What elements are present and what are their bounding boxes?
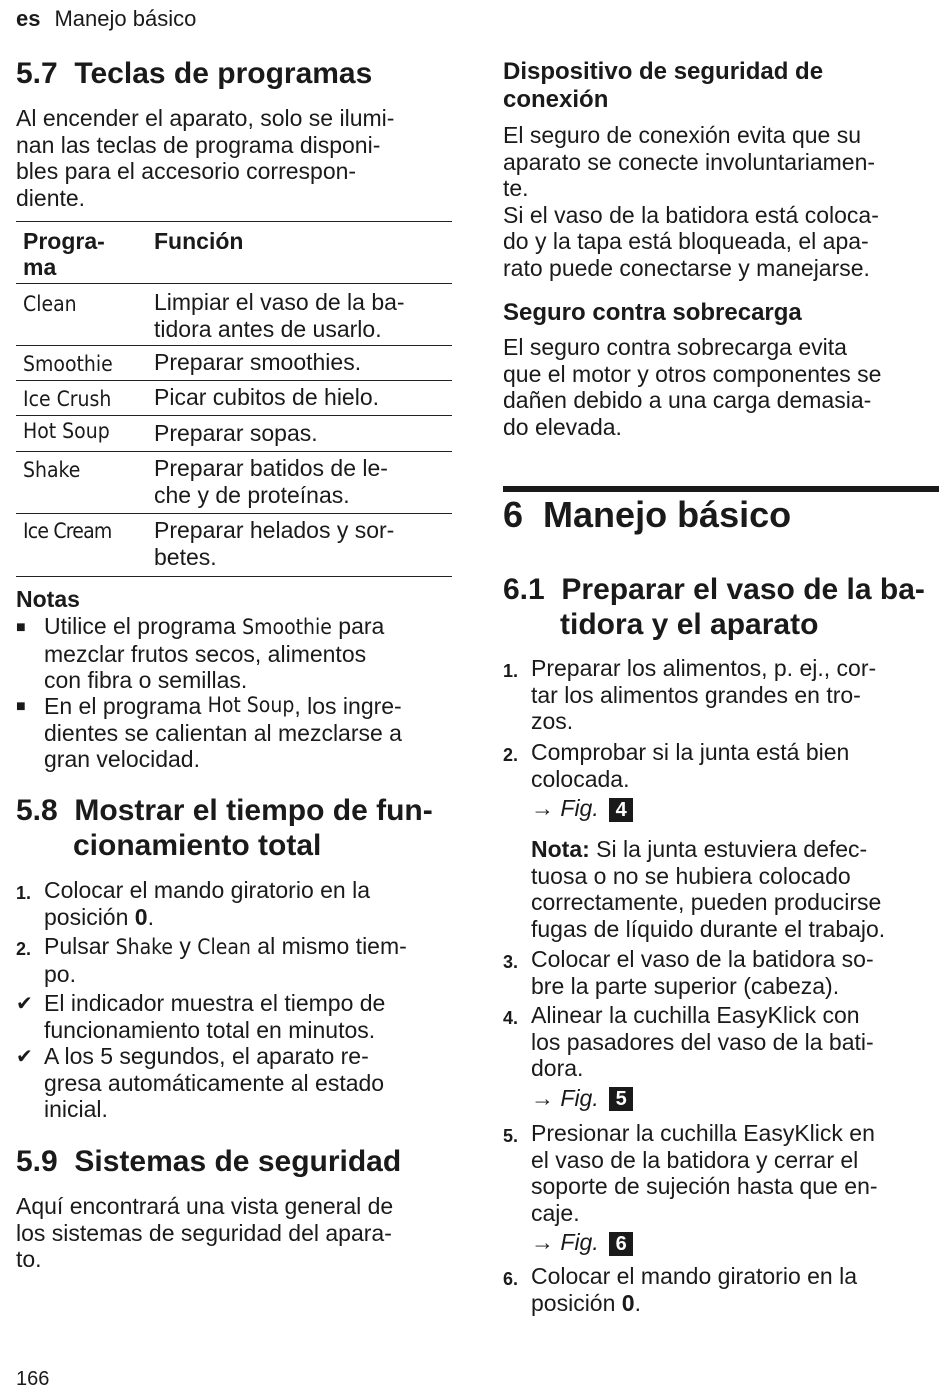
program-name: Hot Soup xyxy=(207,693,295,717)
note-text: Si la junta estuviera defec- xyxy=(589,836,868,862)
table-row xyxy=(16,380,452,416)
step-line: colocada. xyxy=(531,765,630,792)
step-line xyxy=(44,933,452,961)
notes-heading: Notas xyxy=(16,586,80,612)
step-line: caje. xyxy=(531,1199,580,1226)
figure-number: 5 xyxy=(609,1087,633,1111)
chapter-divider xyxy=(503,486,939,492)
note-line: mezclar frutos secos, alimentos xyxy=(44,640,367,667)
header-title: Manejo básico xyxy=(54,6,197,31)
text-line: dañen debido a una carga demasia- xyxy=(503,387,872,413)
table-row xyxy=(16,345,452,381)
program-name: Shake xyxy=(23,458,81,482)
note-item xyxy=(16,692,452,773)
figure-number: 6 xyxy=(609,1232,633,1256)
step-text: Pulsar xyxy=(44,933,116,959)
check-icon: ✔ xyxy=(16,1046,33,1068)
section-title: Mostrar el tiempo de fun- xyxy=(74,794,433,827)
program-function xyxy=(154,517,452,570)
step-number: 1. xyxy=(16,883,32,903)
language-code: es xyxy=(16,6,41,31)
step-number: 2. xyxy=(16,939,32,959)
step-text: al mismo tiem- xyxy=(250,933,407,959)
figure-label: Fig. xyxy=(560,1229,599,1255)
table-row xyxy=(16,451,452,514)
intro-line: los sistemas de seguridad del apara- xyxy=(16,1219,392,1246)
text-line: Si el vaso de la batidora está coloca- xyxy=(503,201,879,228)
arrow-right-icon: → xyxy=(531,795,554,821)
text-line: te. xyxy=(503,175,529,201)
step-line: zos. xyxy=(531,708,574,734)
step-number: 4. xyxy=(503,1008,519,1028)
chapter-number: 6 xyxy=(503,494,524,535)
section-5-9-heading xyxy=(16,1144,401,1179)
note-label: Nota: xyxy=(531,836,590,862)
figure-reference[interactable] xyxy=(531,1229,939,1256)
result-line: gresa automáticamente al estado xyxy=(44,1069,385,1096)
connection-safety-text xyxy=(503,122,939,281)
step-item xyxy=(503,739,939,822)
arrow-right-icon: → xyxy=(531,1084,554,1111)
chapter-6-heading xyxy=(503,495,791,535)
program-table xyxy=(16,221,452,577)
section-title: Sistemas de seguridad xyxy=(74,1145,402,1178)
note-line: dientes se calientan al mezclarse a xyxy=(44,719,402,746)
square-bullet-icon: ■ xyxy=(16,698,26,715)
section-5-7-intro xyxy=(16,105,452,211)
program-function xyxy=(154,289,452,342)
step-item xyxy=(16,877,452,930)
step-line: dora. xyxy=(531,1055,584,1081)
table-row xyxy=(16,513,452,577)
figure-label: Fig. xyxy=(560,795,599,821)
text-line: do elevada. xyxy=(503,413,622,440)
note-block xyxy=(531,836,943,942)
arrow-right-icon: → xyxy=(531,1229,554,1255)
section-5-9-intro xyxy=(16,1193,452,1273)
text-line: do y la tapa está bloqueada, el apa- xyxy=(503,228,869,254)
figure-reference[interactable] xyxy=(531,795,939,822)
section-title: Teclas de programas xyxy=(74,57,373,90)
heading-line: conexión xyxy=(503,86,609,113)
step-text: y xyxy=(172,933,198,959)
step-number: 1. xyxy=(503,661,519,681)
result-item xyxy=(16,1043,452,1123)
function-line: Limpiar el vaso de la ba- xyxy=(154,289,405,315)
intro-line: Al encender el aparato, solo se ilumi- xyxy=(16,105,395,131)
step-text: . xyxy=(147,903,154,930)
note-line: gran velocidad. xyxy=(44,746,200,772)
step-number: 5. xyxy=(503,1126,519,1146)
section-title-continued: cionamiento total xyxy=(73,829,322,862)
note-line: correctamente, pueden producirse xyxy=(531,889,882,915)
program-name: Shake xyxy=(115,935,173,959)
step-number: 2. xyxy=(503,745,519,765)
step-line: el vaso de la batidora y cerrar el xyxy=(531,1146,859,1173)
result-line: inicial. xyxy=(44,1096,108,1122)
program-function: Preparar smoothies. xyxy=(154,349,362,375)
running-header xyxy=(16,6,196,32)
step-text: posición xyxy=(44,903,135,930)
chapter-title: Manejo básico xyxy=(543,494,792,535)
step-line: tar los alimentos grandes en tro- xyxy=(531,681,861,708)
note-text: En el programa xyxy=(44,693,208,719)
result-line: El indicador muestra el tiempo de xyxy=(44,990,386,1016)
note-line: tuosa o no se hubiera colocado xyxy=(531,862,851,889)
note-item xyxy=(16,613,452,694)
step-line: Colocar el mando giratorio en la xyxy=(531,1263,858,1289)
square-bullet-icon: ■ xyxy=(16,619,26,636)
figure-label: Fig. xyxy=(560,1084,599,1111)
connection-safety-heading xyxy=(503,58,939,114)
overload-safety-text xyxy=(503,334,943,440)
intro-line: to. xyxy=(16,1246,42,1272)
step-text: . xyxy=(634,1289,641,1316)
step-item xyxy=(503,946,939,999)
result-item xyxy=(16,990,452,1043)
step-line xyxy=(531,1290,939,1317)
program-name: Ice Cream xyxy=(23,519,112,543)
note-line xyxy=(44,613,452,641)
overload-safety-heading: Seguro contra sobrecarga xyxy=(503,299,802,326)
result-line: A los 5 segundos, el aparato re- xyxy=(44,1043,369,1069)
intro-line: diente. xyxy=(16,184,86,211)
program-function: Preparar sopas. xyxy=(154,420,318,446)
intro-line: bles para el accesorio correspon- xyxy=(16,158,357,184)
text-line: que el motor y otros componentes se xyxy=(503,360,882,387)
note-line: fugas de líquido durante el trabajo. xyxy=(531,915,886,942)
page-number: 166 xyxy=(16,1368,50,1390)
program-name: Clean xyxy=(23,292,77,316)
section-6-1-heading xyxy=(503,572,943,642)
note-line: con fibra o semillas. xyxy=(44,667,248,693)
result-line: funcionamiento total en minutos. xyxy=(44,1016,376,1043)
step-line: bre la parte superior (cabeza). xyxy=(531,972,840,999)
program-name: Clean xyxy=(197,935,251,959)
function-line: Preparar helados y sor- xyxy=(154,517,395,543)
intro-line: Aquí encontrará una vista general de xyxy=(16,1193,394,1219)
note-text: , los ingre- xyxy=(294,693,402,719)
step-item xyxy=(16,933,452,987)
program-name: Smoothie xyxy=(242,615,332,639)
note-line xyxy=(44,692,452,720)
function-line: betes. xyxy=(154,543,217,570)
column-header-line: ma xyxy=(23,254,57,280)
intro-line: nan las teclas de programa disponi- xyxy=(16,131,381,158)
text-line: El seguro de conexión evita que su xyxy=(503,122,862,148)
program-function: Picar cubitos de hielo. xyxy=(154,384,380,410)
text-line: aparato se conecte involuntariamen- xyxy=(503,148,876,175)
function-line: Preparar batidos de le- xyxy=(154,455,388,481)
check-icon: ✔ xyxy=(16,993,33,1015)
step-text: posición xyxy=(531,1289,622,1316)
section-number: 5.8 xyxy=(16,794,58,827)
step-line xyxy=(44,904,452,931)
step-number: 6. xyxy=(503,1269,519,1289)
section-5-8-heading xyxy=(16,793,433,863)
figure-reference[interactable] xyxy=(531,1085,939,1112)
step-line: Comprobar si la junta está bien xyxy=(531,739,850,765)
step-line: los pasadores del vaso de la bati- xyxy=(531,1028,874,1055)
step-line: Presionar la cuchilla EasyKlick en xyxy=(531,1120,875,1146)
section-title-continued: tidora y el aparato xyxy=(560,608,819,641)
dial-position: 0 xyxy=(621,1289,635,1316)
table-row xyxy=(16,283,452,346)
step-line: Alinear la cuchilla EasyKlick con xyxy=(531,1002,860,1028)
step-line: po. xyxy=(44,960,76,987)
function-line: che y de proteínas. xyxy=(154,481,350,508)
dial-position: 0 xyxy=(134,903,148,930)
table-header-row xyxy=(16,221,452,284)
note-text: para xyxy=(331,613,385,639)
step-item xyxy=(503,1002,939,1111)
section-title: Preparar el vaso de la ba- xyxy=(561,573,925,606)
function-line: tidora antes de usarlo. xyxy=(154,315,382,342)
step-item xyxy=(503,1263,939,1316)
table-row xyxy=(16,415,452,452)
step-line: Preparar los alimentos, p. ej., cor- xyxy=(531,655,877,681)
heading-line: Dispositivo de seguridad de xyxy=(503,58,824,85)
step-item xyxy=(503,1120,939,1256)
section-5-7-heading xyxy=(16,56,372,91)
text-line: rato puede conectarse y manejarse. xyxy=(503,254,870,281)
program-name: Hot Soup xyxy=(23,419,110,443)
text-line: El seguro contra sobrecarga evita xyxy=(503,334,847,360)
column-header-line: Progra- xyxy=(23,228,105,254)
program-name: Ice Crush xyxy=(23,387,112,411)
step-number: 3. xyxy=(503,952,519,972)
section-number: 5.7 xyxy=(16,57,58,90)
note-line xyxy=(531,836,943,863)
column-header-program xyxy=(23,228,105,280)
section-number: 5.9 xyxy=(16,1145,58,1178)
note-text: Utilice el programa xyxy=(44,613,243,639)
step-item xyxy=(503,655,939,735)
column-header-function: Función xyxy=(154,228,244,254)
step-line: soporte de sujeción hasta que en- xyxy=(531,1173,878,1199)
figure-number: 4 xyxy=(609,798,633,822)
section-number: 6.1 xyxy=(503,573,545,606)
step-line: Colocar el mando giratorio en la xyxy=(44,877,371,903)
step-line: Colocar el vaso de la batidora so- xyxy=(531,946,874,972)
program-name: Smoothie xyxy=(23,352,113,376)
program-function xyxy=(154,455,452,508)
